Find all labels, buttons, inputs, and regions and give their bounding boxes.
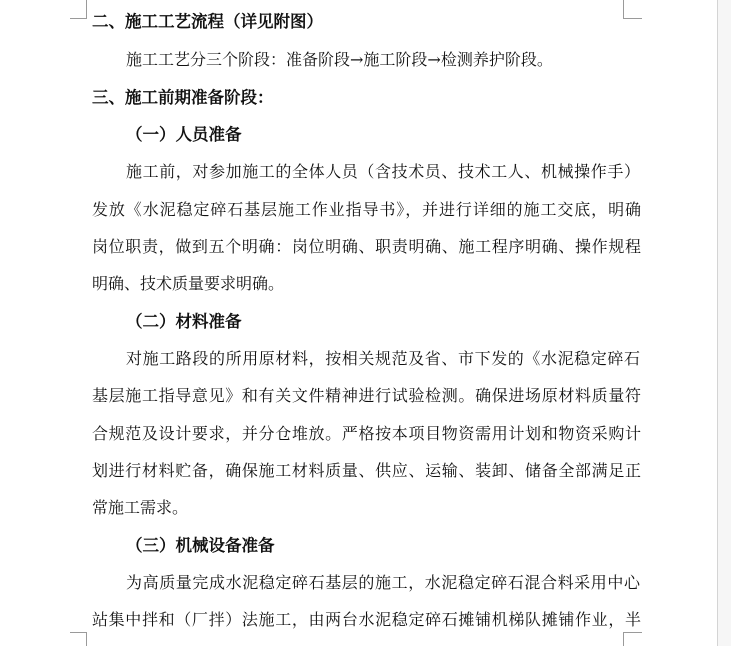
margin-corner-mark-top-right — [623, 0, 642, 19]
margin-corner-mark-top-left — [70, 0, 87, 19]
paragraph-line: 基层施工指导意见》和有关文件精神进行试验检测。确保进场原材料质量符 — [92, 386, 641, 405]
paragraph-line: 常施工需求。 — [92, 498, 189, 517]
process-description: 施工工艺分三个阶段：准备阶段→施工阶段→检测养护阶段。 — [126, 50, 553, 69]
paragraph-line: 站集中拌和（厂拌）法施工，由两台水泥稳定碎石摊铺机梯队摊铺作业，半 — [92, 610, 641, 629]
subheading-equipment: （三）机械设备准备 — [126, 536, 275, 555]
margin-corner-mark-bottom-left — [70, 632, 87, 646]
margin-corner-mark-bottom-right — [623, 632, 642, 646]
paragraph-line: 合规范及设计要求，并分仓堆放。严格按本项目物资需用计划和物资采购计 — [92, 424, 641, 443]
page-gap-background — [718, 0, 731, 646]
paragraph-line: 明确、技术质量要求明确。 — [92, 274, 285, 293]
paragraph-line: 对施工路段的所用原材料，按相关规范及省、市下发的《水泥稳定碎石 — [126, 349, 640, 368]
subheading-personnel: （一）人员准备 — [126, 125, 242, 144]
subheading-materials: （二）材料准备 — [126, 312, 242, 331]
paragraph-line: 发放《水泥稳定碎石基层施工作业指导书》，并进行详细的施工交底，明确 — [92, 200, 641, 219]
paragraph-line: 划进行材料贮备，确保施工材料质量、供应、运输、装卸、储备全部满足正 — [92, 461, 641, 480]
paragraph-line: 岗位职责，做到五个明确：岗位明确、职责明确、施工程序明确、操作规程 — [92, 237, 641, 256]
section-heading-preparation: 三、施工前期准备阶段： — [92, 88, 274, 107]
paragraph-line: 为高质量完成水泥稳定碎石基层的施工，水泥稳定碎石混合料采用中心 — [126, 573, 640, 592]
paragraph-line: 施工前，对参加施工的全体人员（含技术员、技术工人、机械操作手） — [126, 162, 640, 181]
section-heading-process: 二、施工工艺流程（详见附图） — [92, 12, 323, 31]
